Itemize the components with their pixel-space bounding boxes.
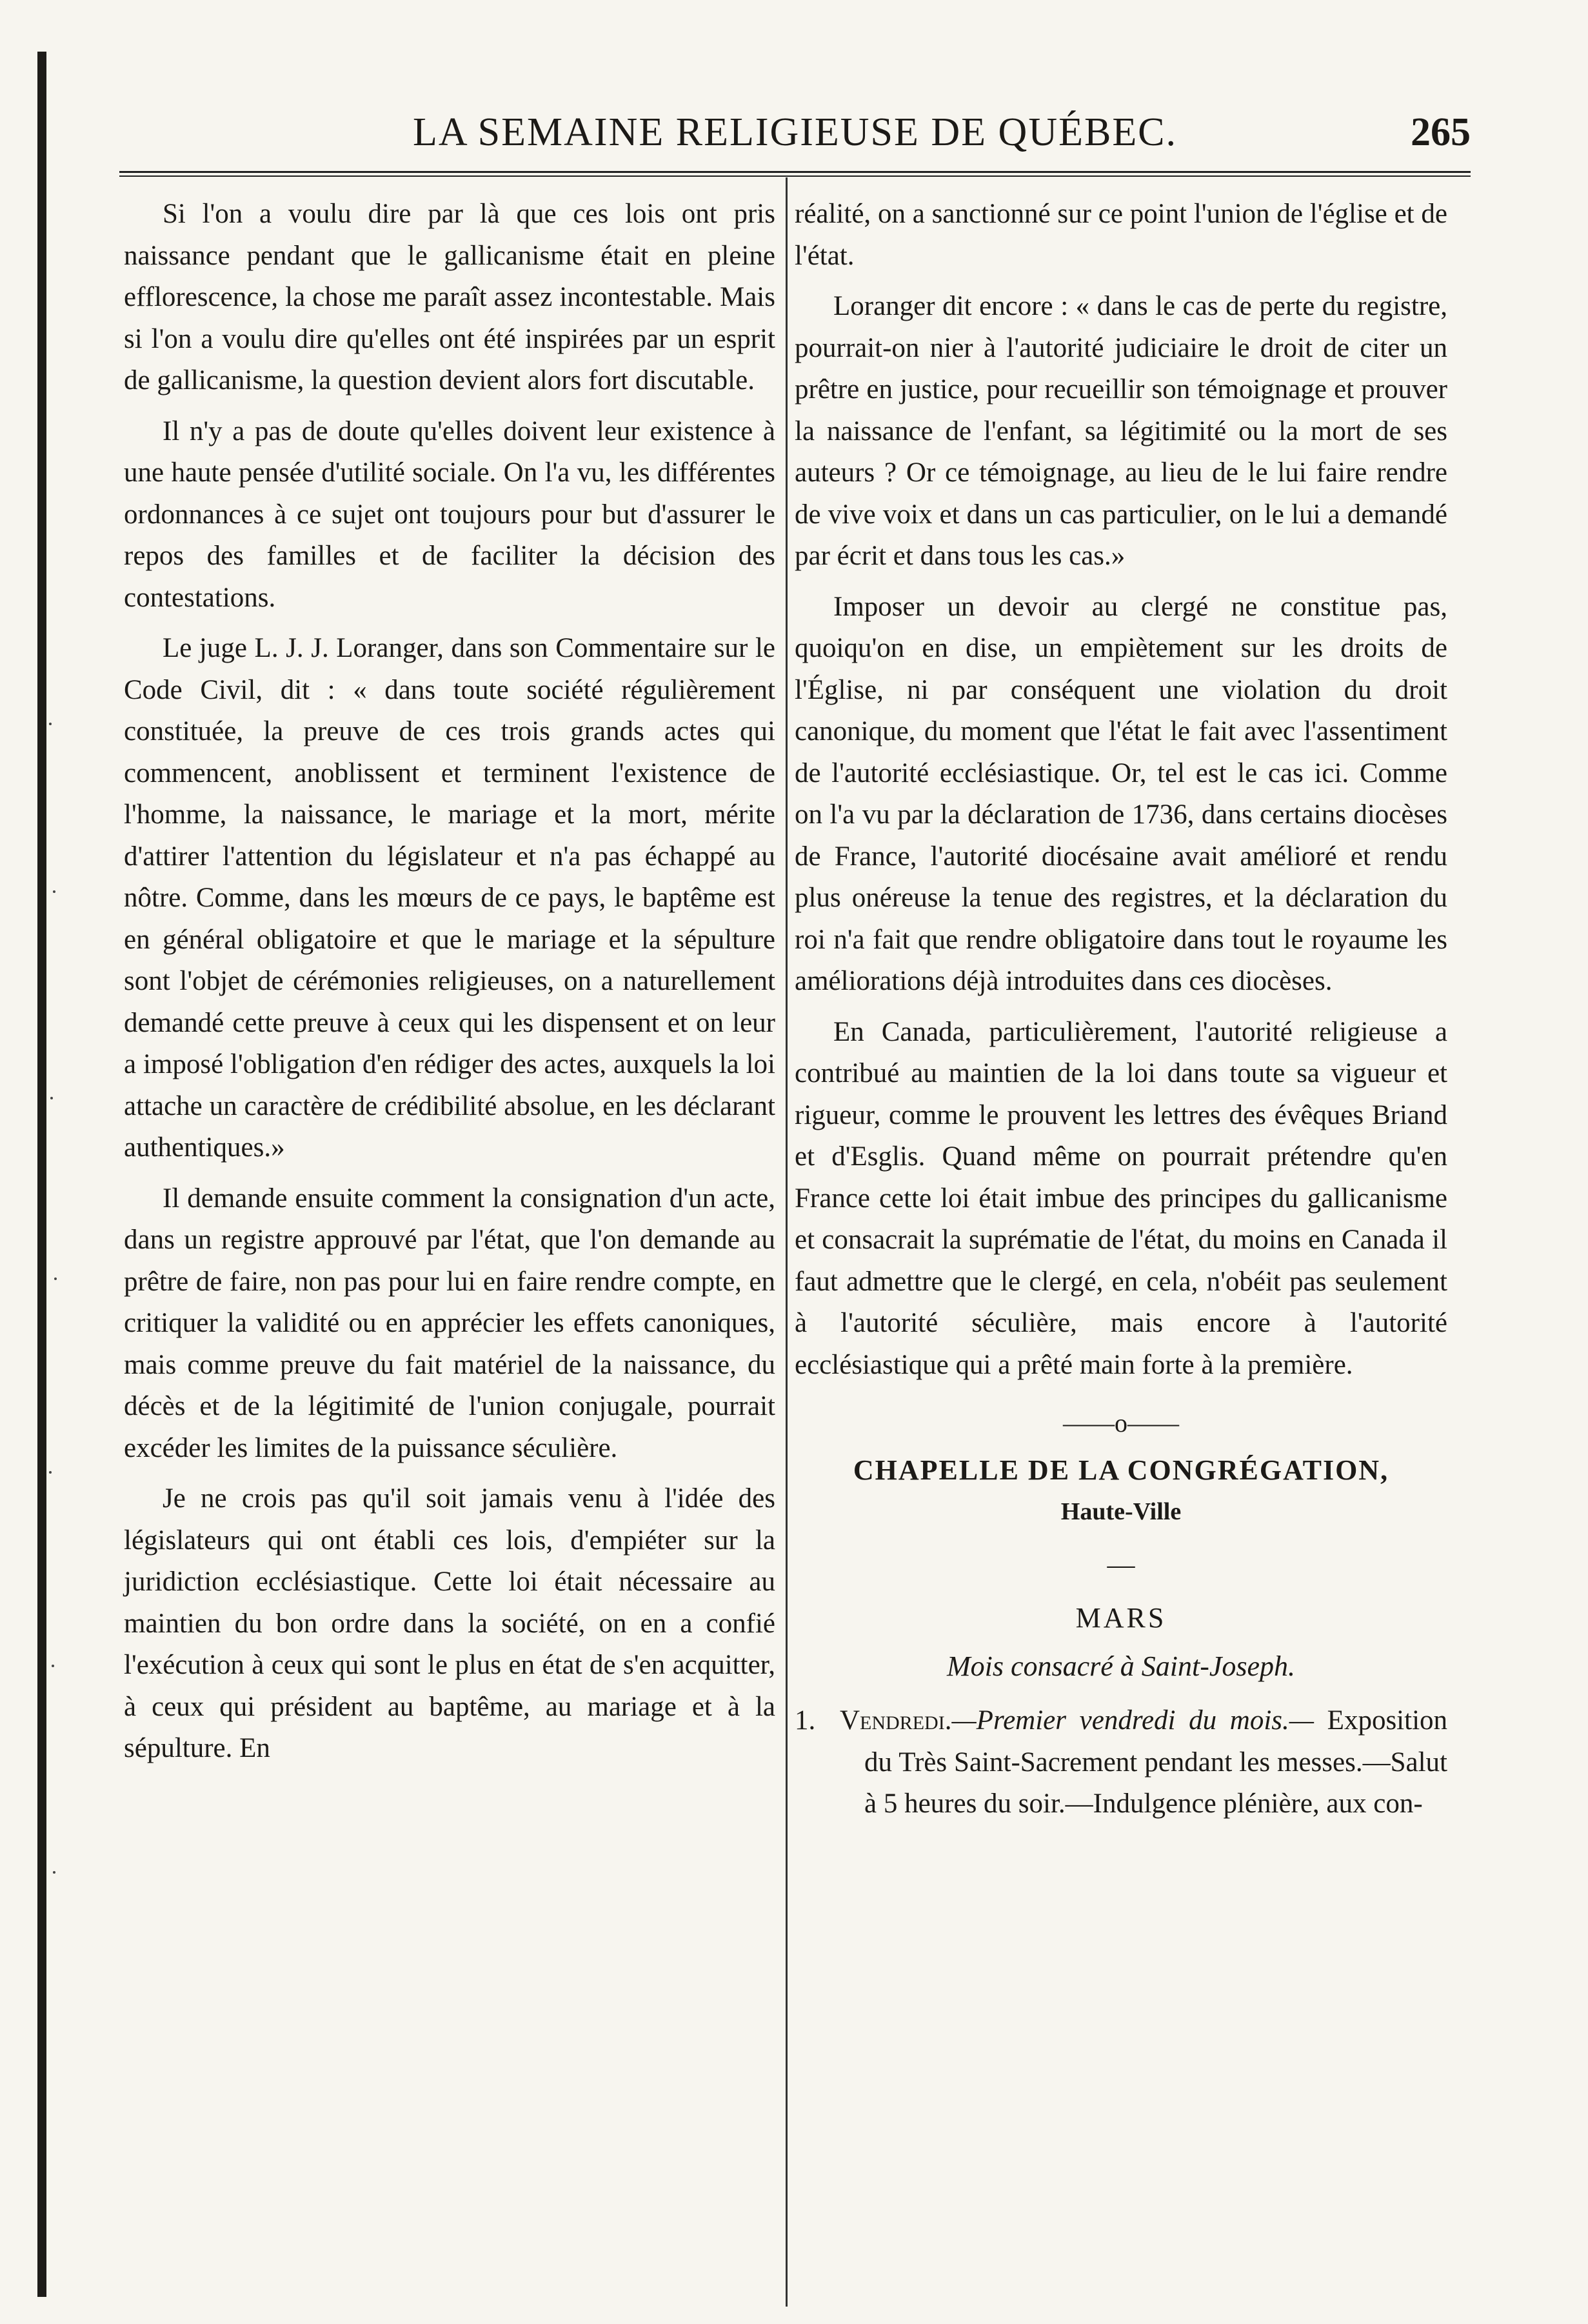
column-divider xyxy=(786,177,788,2307)
print-speck xyxy=(49,1471,52,1474)
print-speck xyxy=(54,1277,57,1280)
month-heading: MARS xyxy=(1075,1602,1167,1634)
entry-title: —Premier vendredi du mois.— xyxy=(951,1705,1315,1736)
page-header xyxy=(119,97,1471,168)
month-dedication: Mois consacré à Saint-Joseph. xyxy=(946,1650,1296,1682)
short-dash: — xyxy=(1107,1549,1135,1580)
print-speck xyxy=(50,1097,53,1099)
header-rule xyxy=(119,171,1471,177)
print-speck xyxy=(49,723,52,725)
paragraph: Loranger dit encore : « dans le cas de perte du registre, pourrait-on nier à l'autorité judiciaire le droit de citer un prêtre en justice, pour recueillir son témoignage et prouver la naissance de l'enfant, sa légitimité ou la mort de ses auteurs ? Or ce témoignage, au lieu de le lui faire rendre de vive voix et dans un cas particulier, on le lui a demandé par écrit et dans tous les cas.» xyxy=(795,291,1447,571)
entry-text: Exposition du Très Saint-Sacrement pendant les messes.—Salut à 5 heures du soir.—Indulgence plénière, aux con- xyxy=(864,1705,1448,1819)
section-subtitle: Haute-Ville xyxy=(1060,1498,1182,1525)
calendar-entry xyxy=(795,1700,1447,1825)
right-column xyxy=(795,194,1447,1825)
page-number: 265 xyxy=(1411,110,1471,154)
paragraph: Je ne crois pas qu'il soit jamais venu à l'idée des législateurs qui ont établi ces lois, d'empiéter sur la juridiction ecclésiastique. Cette loi était nécessaire au maintien du bon ordre dans la société, on en a confié l'exécution à ceux qui sont le plus en état de s'en acquitter, à ceux qui président au baptême, au mariage et à la sépulture. En xyxy=(124,1483,775,1763)
section-title: CHAPELLE DE LA CONGRÉGATION, xyxy=(853,1454,1389,1486)
entry-number: 1. xyxy=(795,1705,816,1736)
paragraph: réalité, on a sanctionné sur ce point l'union de l'église et de l'état. xyxy=(795,199,1447,271)
entry-day: Vendredi. xyxy=(840,1705,952,1736)
running-title: LA SEMAINE RELIGIEUSE DE QUÉBEC. xyxy=(412,110,1178,154)
paragraph: Le juge L. J. J. Loranger, dans son Commentaire sur le Code Civil, dit : « dans toute société régulièrement constituée, la preuve de ces trois grands actes qui commencent, anoblissent et terminent l'existence de l'homme, la naissance, le mariage et la mort, mérite d'attirer l'attention du législateur et n'a pas échappé au nôtre. Comme, dans les mœurs de ce pays, le baptême est en général obligatoire et que le mariage et la sépulture sont l'objet de cérémonies religieuses, on a naturellement demandé cette preuve à ceux qui les dispensent et on leur a imposé l'obligation d'en rédiger des actes, auxquels la loi attache un caractère de crédibilité absolue, en les déclarant authentiques.» xyxy=(124,633,775,1163)
left-column xyxy=(124,194,775,1779)
paragraph: Il demande ensuite comment la consignation d'un acte, dans un registre approuvé par l'état, que l'on demande au prêtre de faire, non pas pour lui en faire rendre compte, en critiquer la validité ou en apprécier les effets canoniques, mais comme preuve du fait matériel de la naissance, du décès et de la légitimité de l'union conjugale, pourrait excéder les limites de la puissance séculière. xyxy=(124,1183,775,1463)
paragraph: Imposer un devoir au clergé ne constitue pas, quoiqu'on en dise, un empiètement sur les droits de l'Église, ni par conséquent une violation du droit canonique, du moment que l'état le fait avec l'assentiment de l'autorité ecclésiastique. Or, tel est le cas ici. Comme on l'a vu par la déclaration de 1736, dans certains diocèses de France, l'autorité diocésaine avait amélioré et rendu plus onéreuse la tenue des registres, et la déclaration du roi n'a fait que rendre obligatoire dans tout le royaume les améliorations déjà introduites dans ces diocèses. xyxy=(795,591,1447,996)
paragraph: En Canada, particulièrement, l'autorité religieuse a contribué au maintien de la loi dans toute sa vigueur et rigueur, comme le prouvent les lettres des évêques Briand et d'Esglis. Quand même on pourrait prétendre qu'en France cette loi était imbue des principes du gallicanisme et consacrait la suprématie de l'état, du moins en Canada il faut admettre que le clergé, en cela, n'obéit pas seulement à l'autorité séculière, mais encore à l'autorité ecclésiastique qui a prêté main forte à la première. xyxy=(795,1016,1447,1380)
print-speck xyxy=(53,1871,55,1874)
paragraph: Il n'y a pas de doute qu'elles doivent leur existence à une haute pensée d'utilité sociale. On l'a vu, les différentes ordonnances à ce sujet ont toujours pour but d'assurer le repos des familles et de faciliter la décision des contestations. xyxy=(124,416,775,613)
section-separator: ——o—— xyxy=(1063,1408,1179,1437)
print-speck xyxy=(52,1665,54,1667)
page-binding-edge xyxy=(37,52,46,2297)
paragraph: Si l'on a voulu dire par là que ces lois ont pris naissance pendant que le gallicanisme était en pleine efflorescence, la chose me paraît assez incontestable. Mais si l'on a voulu dire qu'elles ont été inspirées par un esprit de gallicanisme, la question devient alors fort discutable. xyxy=(124,199,775,396)
print-speck xyxy=(53,890,55,893)
